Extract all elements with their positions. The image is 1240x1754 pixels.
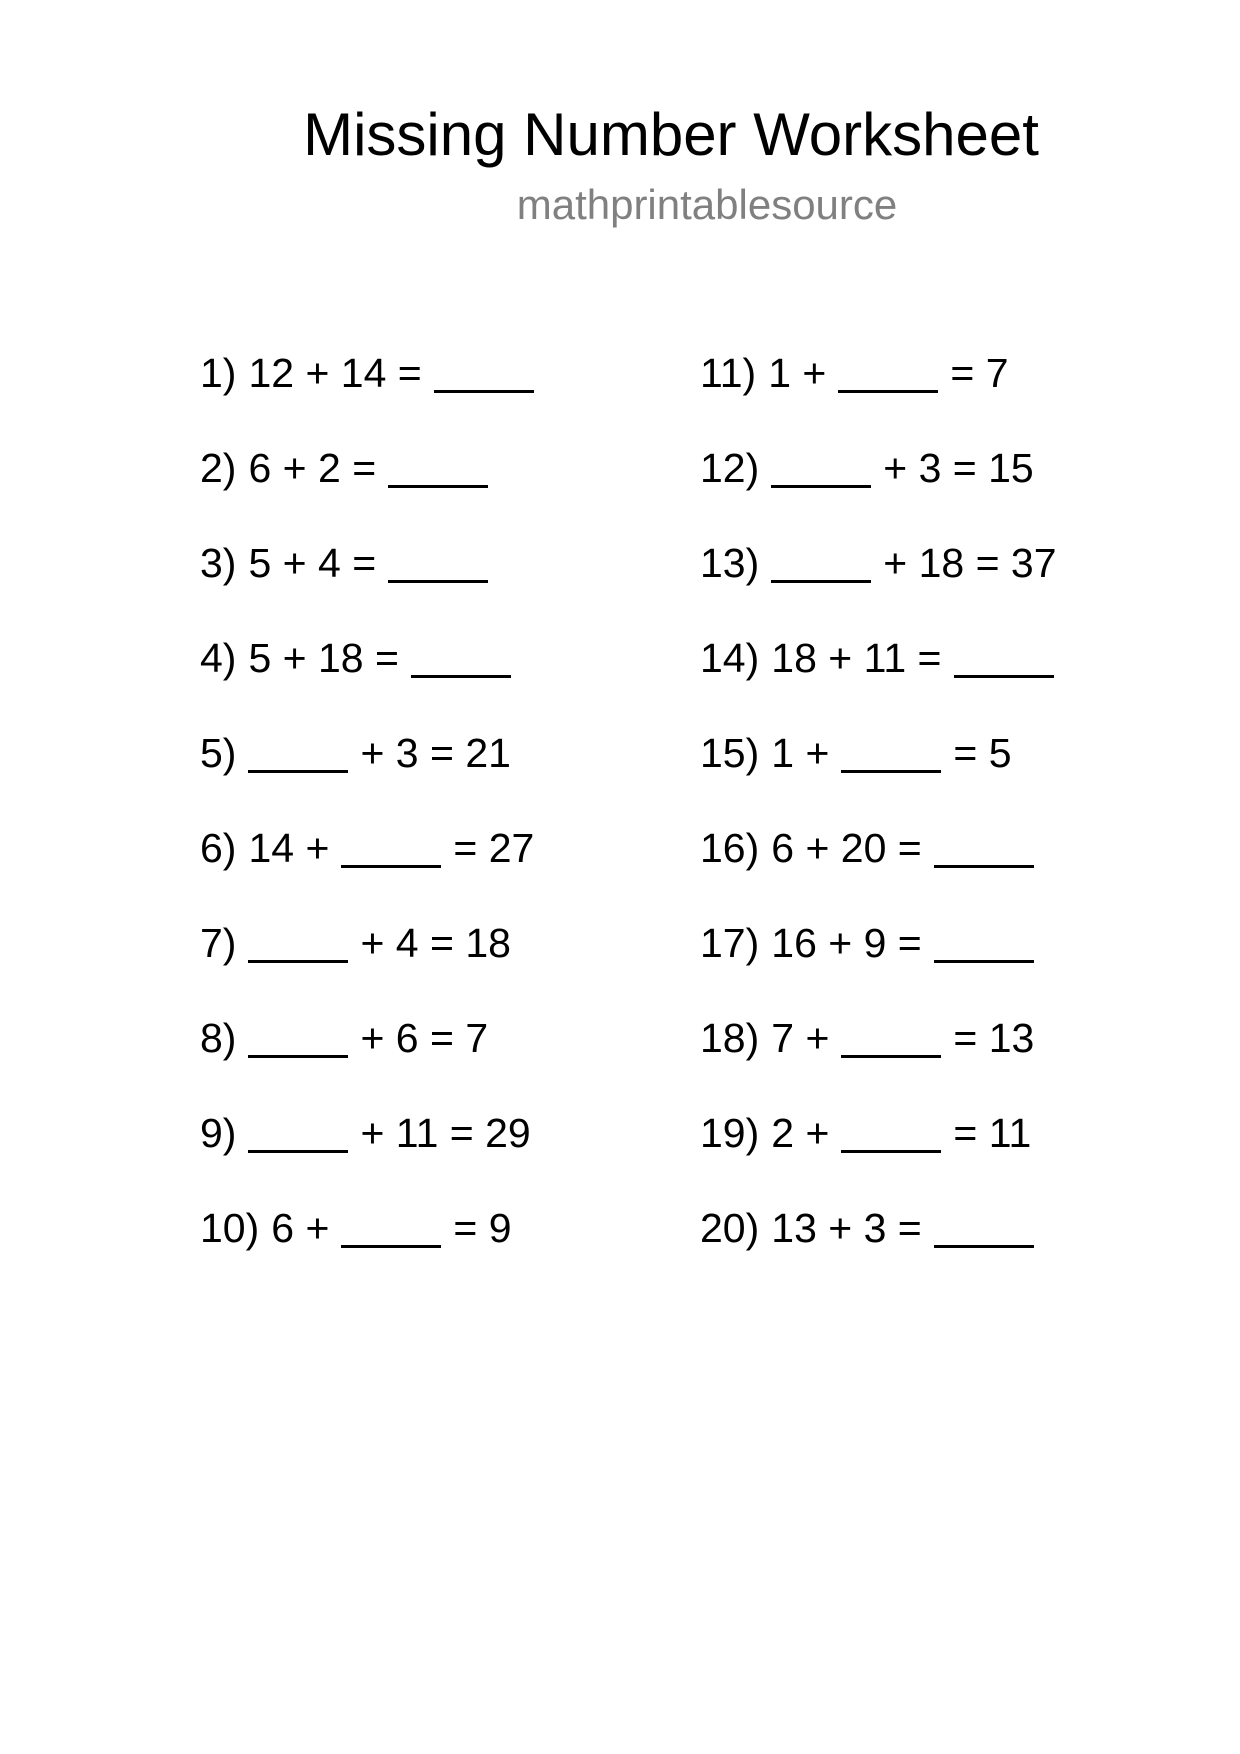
answer-blank[interactable] (248, 1051, 348, 1058)
problem-number: 9) (200, 1110, 237, 1156)
problem-number: 11) (700, 350, 757, 396)
problem-expression-before: 13 + 3 = (771, 1205, 922, 1251)
problem-item (700, 918, 1066, 1013)
answer-blank[interactable] (388, 576, 488, 583)
problem-expression-after: + 11 = 29 (360, 1110, 531, 1156)
problem-item (200, 1108, 546, 1203)
answer-blank[interactable] (934, 1241, 1034, 1248)
problem-expression-before: 18 + 11 = (771, 635, 942, 681)
problem-number: 10) (200, 1205, 260, 1251)
answer-blank[interactable] (248, 766, 348, 773)
problem-number: 8) (200, 1015, 237, 1061)
problem-number: 18) (700, 1015, 760, 1061)
answer-blank[interactable] (248, 1146, 348, 1153)
problem-number: 6) (200, 825, 237, 871)
answer-blank[interactable] (841, 766, 941, 773)
answer-blank[interactable] (411, 671, 511, 678)
problem-expression-after: = 9 (453, 1205, 512, 1251)
problem-number: 16) (700, 825, 760, 871)
problem-expression-before: 6 + 20 = (771, 825, 922, 871)
problem-item (700, 1013, 1066, 1108)
worksheet-title: Missing Number Worksheet (303, 101, 1039, 168)
problem-expression-after: + 6 = 7 (360, 1015, 489, 1061)
problems-column-left (200, 348, 546, 1298)
answer-blank[interactable] (341, 861, 441, 868)
problem-expression-before: 1 + (771, 730, 830, 776)
problem-number: 1) (200, 350, 237, 396)
answer-blank[interactable] (934, 861, 1034, 868)
problem-item (200, 823, 546, 918)
problem-item (700, 1108, 1066, 1203)
problem-item (200, 443, 546, 538)
problem-item (700, 728, 1066, 823)
answer-blank[interactable] (838, 386, 938, 393)
problem-expression-before: 6 + (271, 1205, 330, 1251)
problem-number: 19) (700, 1110, 760, 1156)
problem-expression-after: = 11 (953, 1110, 1032, 1156)
problem-expression-before: 6 + 2 = (248, 445, 377, 491)
problem-expression-after: + 18 = 37 (883, 540, 1057, 586)
problem-item (200, 918, 546, 1013)
problem-expression-before: 1 + (768, 350, 827, 396)
answer-blank[interactable] (388, 481, 488, 488)
problem-item (200, 1013, 546, 1108)
problem-item (700, 443, 1066, 538)
problem-item (700, 348, 1066, 443)
problem-number: 17) (700, 920, 760, 966)
problem-number: 4) (200, 635, 237, 681)
problem-expression-after: + 3 = 21 (360, 730, 511, 776)
answer-blank[interactable] (841, 1051, 941, 1058)
answer-blank[interactable] (434, 386, 534, 393)
answer-blank[interactable] (248, 956, 348, 963)
problem-expression-before: 5 + 4 = (248, 540, 377, 586)
problem-expression-before: 2 + (771, 1110, 830, 1156)
problem-number: 15) (700, 730, 760, 776)
problem-number: 2) (200, 445, 237, 491)
answer-blank[interactable] (341, 1241, 441, 1248)
problem-item (200, 538, 546, 633)
problem-item (200, 1203, 546, 1298)
problem-expression-before: 7 + (771, 1015, 830, 1061)
problem-expression-before: 14 + (248, 825, 330, 871)
problem-item (700, 823, 1066, 918)
problem-number: 14) (700, 635, 760, 681)
problem-expression-after: = 5 (953, 730, 1012, 776)
problem-item (200, 348, 546, 443)
problem-expression-after: = 27 (453, 825, 535, 871)
problem-number: 20) (700, 1205, 760, 1251)
problem-item (700, 633, 1066, 728)
problem-item (200, 728, 546, 823)
problem-item (200, 633, 546, 728)
problem-item (700, 1203, 1066, 1298)
problems-column-right (700, 348, 1066, 1298)
problem-number: 5) (200, 730, 237, 776)
problem-expression-after: + 4 = 18 (360, 920, 511, 966)
problem-number: 13) (700, 540, 760, 586)
answer-blank[interactable] (934, 956, 1034, 963)
problem-number: 3) (200, 540, 237, 586)
worksheet-source: mathprintablesource (516, 181, 898, 228)
problem-expression-after: + 3 = 15 (883, 445, 1034, 491)
problem-expression-before: 12 + 14 = (248, 350, 422, 396)
answer-blank[interactable] (771, 481, 871, 488)
problem-expression-before: 16 + 9 = (771, 920, 922, 966)
answer-blank[interactable] (954, 671, 1054, 678)
answer-blank[interactable] (771, 576, 871, 583)
problem-expression-after: = 13 (953, 1015, 1035, 1061)
problem-number: 7) (200, 920, 237, 966)
problem-expression-after: = 7 (950, 350, 1009, 396)
problem-expression-before: 5 + 18 = (248, 635, 399, 681)
problem-number: 12) (700, 445, 760, 491)
problem-item (700, 538, 1066, 633)
answer-blank[interactable] (841, 1146, 941, 1153)
